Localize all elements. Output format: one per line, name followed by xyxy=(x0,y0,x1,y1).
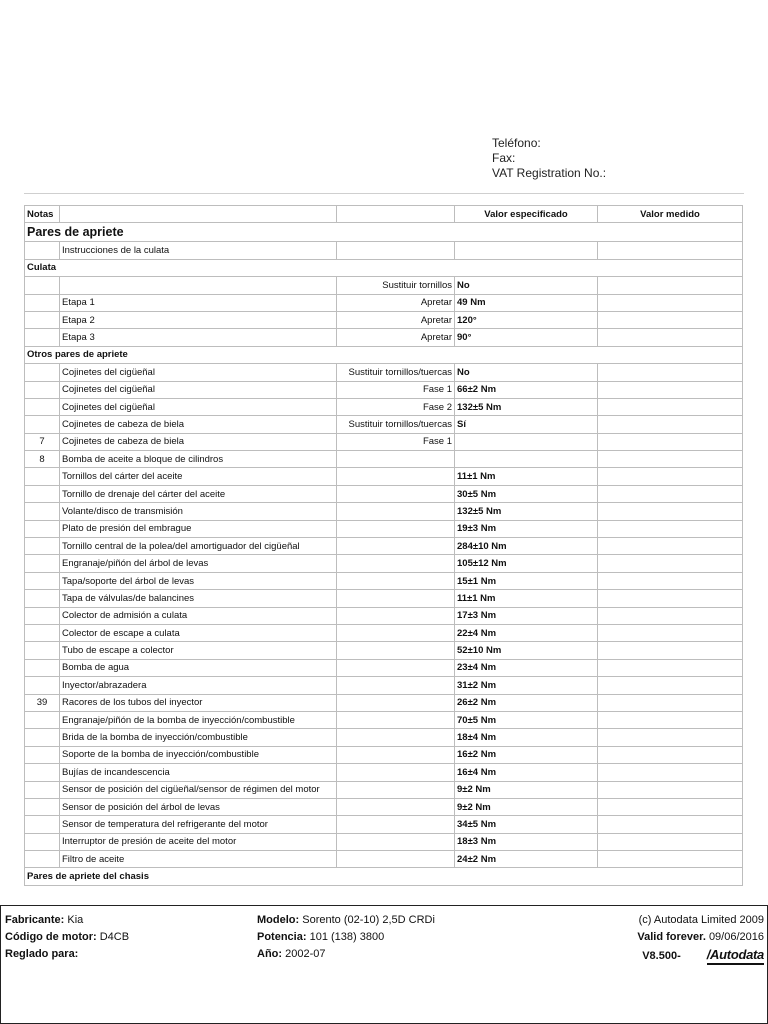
footer-left xyxy=(5,912,129,963)
row-specified-value: 90° xyxy=(455,329,598,346)
row-specified-value: 9±2 Nm xyxy=(455,798,598,815)
row-measured-value xyxy=(598,416,743,433)
row-condition xyxy=(337,468,455,485)
row-condition xyxy=(337,833,455,850)
table-row xyxy=(25,642,743,659)
row-description: Cojinetes de cabeza de biela xyxy=(60,416,337,433)
row-condition: Apretar xyxy=(337,311,455,328)
row-measured-value xyxy=(598,468,743,485)
potencia-value: 101 (138) 3800 xyxy=(309,931,385,943)
contact-block xyxy=(492,136,606,181)
row-description: Filtro de aceite xyxy=(60,851,337,868)
row-measured-value xyxy=(598,816,743,833)
row-measured-value xyxy=(598,833,743,850)
table-header-row xyxy=(25,206,743,223)
copyright: (c) Autodata Limited 2009 xyxy=(638,914,764,926)
row-description: Tornillos del cárter del aceite xyxy=(60,468,337,485)
table-row xyxy=(25,433,743,450)
row-note xyxy=(25,555,60,572)
vat-label: VAT Registration No.: xyxy=(492,166,607,180)
phone-label: Teléfono: xyxy=(492,136,541,150)
footer-right xyxy=(637,912,764,965)
row-description xyxy=(60,277,337,294)
table-row xyxy=(25,694,743,711)
row-condition xyxy=(337,781,455,798)
row-specified-value: 284±10 Nm xyxy=(455,538,598,555)
row-note xyxy=(25,607,60,624)
footer xyxy=(0,905,768,1024)
row-description: Inyector/abrazadera xyxy=(60,677,337,694)
table-row xyxy=(25,816,743,833)
row-description: Cojinetes del cigüeñal xyxy=(60,381,337,398)
table-row xyxy=(25,468,743,485)
row-description: Sensor de posición del árbol de levas xyxy=(60,798,337,815)
fabricante-label: Fabricante: xyxy=(5,914,65,926)
row-condition xyxy=(337,746,455,763)
row-description: Plato de presión del embrague xyxy=(60,520,337,537)
row-description: Tornillo central de la polea/del amortiguador del cigüeñal xyxy=(60,538,337,555)
row-note: 7 xyxy=(25,433,60,450)
row-description: Etapa 1 xyxy=(60,294,337,311)
row-measured-value xyxy=(598,433,743,450)
row-description: Colector de escape a culata xyxy=(60,624,337,641)
row-note xyxy=(25,677,60,694)
table-row xyxy=(25,277,743,294)
row-specified-value: 31±2 Nm xyxy=(455,677,598,694)
table-row xyxy=(25,729,743,746)
row-condition: Apretar xyxy=(337,294,455,311)
row-measured-value xyxy=(598,381,743,398)
row-description: Bomba de agua xyxy=(60,659,337,676)
row-measured-value xyxy=(598,798,743,815)
row-condition xyxy=(337,851,455,868)
row-description: Cojinetes de cabeza de biela xyxy=(60,433,337,450)
modelo-value: Sorento (02-10) 2,5D CRDi xyxy=(302,914,435,926)
row-condition xyxy=(337,764,455,781)
row-specified-value: 49 Nm xyxy=(455,294,598,311)
row-specified-value: 132±5 Nm xyxy=(455,398,598,415)
row-specified-value: 16±2 Nm xyxy=(455,746,598,763)
table-row xyxy=(25,624,743,641)
row-condition: Sustituir tornillos/tuercas xyxy=(337,364,455,381)
row-description: Bomba de aceite a bloque de cilindros xyxy=(60,451,337,468)
table-row xyxy=(25,764,743,781)
row-specified-value: 9±2 Nm xyxy=(455,781,598,798)
table-body xyxy=(25,223,743,885)
row-specified-value: 11±1 Nm xyxy=(455,590,598,607)
table-row xyxy=(25,503,743,520)
row-note: 8 xyxy=(25,451,60,468)
row-condition xyxy=(337,677,455,694)
table-row xyxy=(25,416,743,433)
row-condition xyxy=(337,451,455,468)
row-specified-value: No xyxy=(455,277,598,294)
row-measured-value xyxy=(598,746,743,763)
row-description: Engranaje/piñón del árbol de levas xyxy=(60,555,337,572)
header-col3 xyxy=(337,206,455,223)
row-note xyxy=(25,590,60,607)
row-description: Cojinetes del cigüeñal xyxy=(60,398,337,415)
row-specified-value: 23±4 Nm xyxy=(455,659,598,676)
row-condition xyxy=(337,555,455,572)
row-measured-value xyxy=(598,851,743,868)
valid-label: Valid forever. xyxy=(637,931,706,943)
table-row xyxy=(25,677,743,694)
row-specified-value: No xyxy=(455,364,598,381)
row-note xyxy=(25,364,60,381)
row-note xyxy=(25,381,60,398)
row-note xyxy=(25,311,60,328)
row-measured-value xyxy=(598,503,743,520)
row-note xyxy=(25,398,60,415)
header-notas: Notas xyxy=(25,206,60,223)
row-condition xyxy=(337,642,455,659)
row-condition xyxy=(337,242,455,259)
header-valor-especificado: Valor especificado xyxy=(455,206,598,223)
row-specified-value: 105±12 Nm xyxy=(455,555,598,572)
row-description: Volante/disco de transmisión xyxy=(60,503,337,520)
codigo-value: D4CB xyxy=(99,931,130,943)
row-measured-value xyxy=(598,277,743,294)
row-description: Engranaje/piñón de la bomba de inyección/combustible xyxy=(60,711,337,728)
row-specified-value: 34±5 Nm xyxy=(455,816,598,833)
row-specified-value: 120° xyxy=(455,311,598,328)
row-measured-value xyxy=(598,694,743,711)
row-specified-value: 24±2 Nm xyxy=(455,851,598,868)
header-col2 xyxy=(60,206,337,223)
row-specified-value xyxy=(455,451,598,468)
row-note xyxy=(25,624,60,641)
table-row xyxy=(25,711,743,728)
row-note xyxy=(25,520,60,537)
table-row xyxy=(25,398,743,415)
row-description: Cojinetes del cigüeñal xyxy=(60,364,337,381)
row-description: Tapa de válvulas/de balancines xyxy=(60,590,337,607)
row-condition xyxy=(337,729,455,746)
row-description: Racores de los tubos del inyector xyxy=(60,694,337,711)
row-description: Colector de admisión a culata xyxy=(60,607,337,624)
row-condition xyxy=(337,694,455,711)
ano-value: 2002-07 xyxy=(285,948,326,960)
row-condition: Fase 1 xyxy=(337,433,455,450)
row-condition xyxy=(337,607,455,624)
row-measured-value xyxy=(598,590,743,607)
table-row xyxy=(25,242,743,259)
row-measured-value xyxy=(598,642,743,659)
row-condition xyxy=(337,659,455,676)
row-note xyxy=(25,833,60,850)
section-title: Otros pares de apriete xyxy=(25,346,743,363)
row-note xyxy=(25,711,60,728)
row-note xyxy=(25,816,60,833)
row-specified-value: 16±4 Nm xyxy=(455,764,598,781)
row-description: Sensor de temperatura del refrigerante del motor xyxy=(60,816,337,833)
footer-middle xyxy=(257,912,435,963)
row-condition xyxy=(337,520,455,537)
header-valor-medido: Valor medido xyxy=(598,206,743,223)
row-specified-value: 70±5 Nm xyxy=(455,711,598,728)
section-row xyxy=(25,346,743,363)
reglado-label: Reglado para: xyxy=(5,948,79,960)
row-note xyxy=(25,468,60,485)
table-title-row xyxy=(25,223,743,242)
table-title: Pares de apriete xyxy=(25,223,743,242)
row-description: Sensor de posición del cigüeñal/sensor de régimen del motor xyxy=(60,781,337,798)
row-description: Instrucciones de la culata xyxy=(60,242,337,259)
row-measured-value xyxy=(598,624,743,641)
row-specified-value: 30±5 Nm xyxy=(455,485,598,502)
row-description: Tubo de escape a colector xyxy=(60,642,337,659)
row-measured-value xyxy=(598,311,743,328)
modelo-label: Modelo: xyxy=(257,914,300,926)
row-condition: Apretar xyxy=(337,329,455,346)
row-description: Etapa 3 xyxy=(60,329,337,346)
row-measured-value xyxy=(598,538,743,555)
row-measured-value xyxy=(598,607,743,624)
row-condition xyxy=(337,485,455,502)
autodata-logo: /Autodata xyxy=(707,946,764,965)
row-measured-value xyxy=(598,485,743,502)
row-measured-value xyxy=(598,451,743,468)
table-row xyxy=(25,485,743,502)
row-condition xyxy=(337,816,455,833)
row-note xyxy=(25,538,60,555)
row-specified-value: Sí xyxy=(455,416,598,433)
row-measured-value xyxy=(598,364,743,381)
row-condition xyxy=(337,590,455,607)
table-row xyxy=(25,329,743,346)
fax-label: Fax: xyxy=(492,151,516,165)
row-measured-value xyxy=(598,520,743,537)
row-note xyxy=(25,729,60,746)
row-measured-value xyxy=(598,677,743,694)
table-row xyxy=(25,364,743,381)
row-measured-value xyxy=(598,729,743,746)
row-condition xyxy=(337,503,455,520)
table-row xyxy=(25,451,743,468)
row-measured-value xyxy=(598,781,743,798)
row-measured-value xyxy=(598,294,743,311)
row-specified-value: 52±10 Nm xyxy=(455,642,598,659)
row-note xyxy=(25,416,60,433)
table-row xyxy=(25,520,743,537)
table-row xyxy=(25,555,743,572)
row-note xyxy=(25,294,60,311)
row-measured-value xyxy=(598,398,743,415)
table-row xyxy=(25,572,743,589)
table-row xyxy=(25,311,743,328)
row-description: Interruptor de presión de aceite del motor xyxy=(60,833,337,850)
section-title: Culata xyxy=(25,259,743,276)
row-note xyxy=(25,485,60,502)
potencia-label: Potencia: xyxy=(257,931,307,943)
row-specified-value: 66±2 Nm xyxy=(455,381,598,398)
row-condition: Sustituir tornillos/tuercas xyxy=(337,416,455,433)
section-title: Pares de apriete del chasis xyxy=(25,868,743,885)
table-row xyxy=(25,590,743,607)
table-row xyxy=(25,659,743,676)
row-condition: Fase 1 xyxy=(337,381,455,398)
table-row xyxy=(25,607,743,624)
section-row xyxy=(25,868,743,885)
row-description: Tapa/soporte del árbol de levas xyxy=(60,572,337,589)
row-description: Soporte de la bomba de inyección/combustible xyxy=(60,746,337,763)
row-note: 39 xyxy=(25,694,60,711)
row-condition: Fase 2 xyxy=(337,398,455,415)
table-row xyxy=(25,294,743,311)
row-measured-value xyxy=(598,659,743,676)
table-row xyxy=(25,381,743,398)
row-specified-value: 18±4 Nm xyxy=(455,729,598,746)
table-row xyxy=(25,833,743,850)
torque-table xyxy=(24,205,743,886)
version-label: V8.500- xyxy=(642,950,681,962)
row-specified-value: 22±4 Nm xyxy=(455,624,598,641)
codigo-label: Código de motor: xyxy=(5,931,97,943)
row-condition: Sustituir tornillos xyxy=(337,277,455,294)
row-specified-value: 132±5 Nm xyxy=(455,503,598,520)
row-specified-value: 15±1 Nm xyxy=(455,572,598,589)
row-note xyxy=(25,572,60,589)
row-condition xyxy=(337,624,455,641)
row-specified-value xyxy=(455,433,598,450)
row-condition xyxy=(337,572,455,589)
row-measured-value xyxy=(598,242,743,259)
table-row xyxy=(25,746,743,763)
row-specified-value xyxy=(455,242,598,259)
table-row xyxy=(25,781,743,798)
row-specified-value: 18±3 Nm xyxy=(455,833,598,850)
row-condition xyxy=(337,538,455,555)
row-note xyxy=(25,851,60,868)
table-row xyxy=(25,798,743,815)
row-condition xyxy=(337,798,455,815)
row-specified-value: 17±3 Nm xyxy=(455,607,598,624)
row-note xyxy=(25,329,60,346)
section-row xyxy=(25,259,743,276)
ano-label: Año: xyxy=(257,948,283,960)
row-measured-value xyxy=(598,711,743,728)
row-note xyxy=(25,277,60,294)
header-divider xyxy=(24,193,744,194)
row-note xyxy=(25,746,60,763)
row-note xyxy=(25,781,60,798)
row-description: Etapa 2 xyxy=(60,311,337,328)
row-note xyxy=(25,503,60,520)
row-note xyxy=(25,764,60,781)
row-specified-value: 26±2 Nm xyxy=(455,694,598,711)
fabricante-value: Kia xyxy=(67,914,84,926)
row-measured-value xyxy=(598,555,743,572)
row-note xyxy=(25,798,60,815)
valid-date: 09/06/2016 xyxy=(708,931,764,943)
row-measured-value xyxy=(598,764,743,781)
row-specified-value: 19±3 Nm xyxy=(455,520,598,537)
row-description: Bujías de incandescencia xyxy=(60,764,337,781)
row-description: Brida de la bomba de inyección/combustible xyxy=(60,729,337,746)
row-measured-value xyxy=(598,329,743,346)
table-row xyxy=(25,538,743,555)
row-description: Tornillo de drenaje del cárter del aceite xyxy=(60,485,337,502)
row-specified-value: 11±1 Nm xyxy=(455,468,598,485)
row-measured-value xyxy=(598,572,743,589)
row-note xyxy=(25,642,60,659)
row-note xyxy=(25,242,60,259)
row-condition xyxy=(337,711,455,728)
row-note xyxy=(25,659,60,676)
table-row xyxy=(25,851,743,868)
